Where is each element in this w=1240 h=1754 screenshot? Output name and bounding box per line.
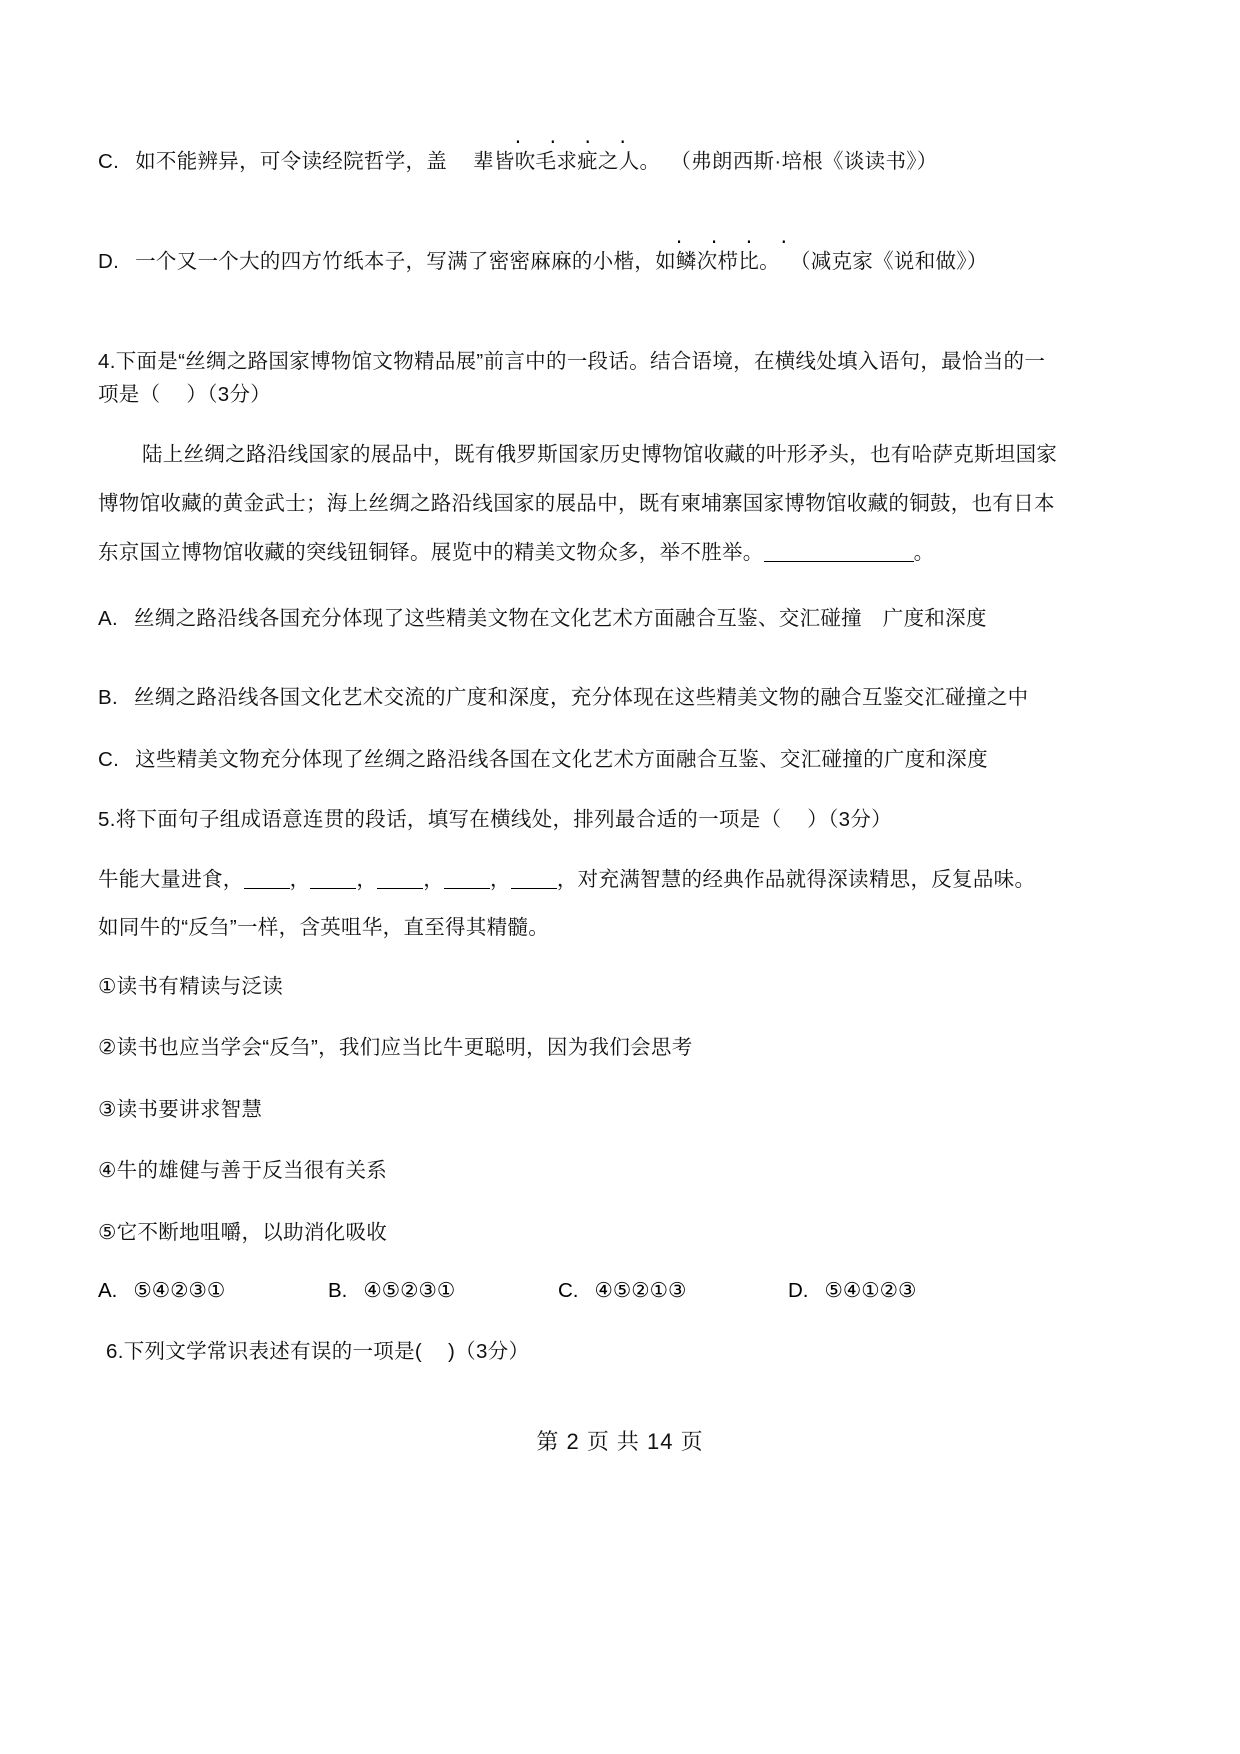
page-footer: 第 2 页 共 14 页: [536, 1429, 704, 1454]
question6-stem: [106, 1340, 529, 1365]
question5-answer-a-sequence: ⑤④②③①: [133, 1279, 226, 1302]
option-c-citation: （弗朗西斯·培根《谈读书》）: [670, 150, 938, 173]
question5-answer-c-sequence: ④⑤②①③: [594, 1279, 687, 1302]
order-blank-4[interactable]: [444, 888, 490, 889]
answer-blank[interactable]: [764, 561, 914, 562]
question5-answer-a-label: A.: [98, 1279, 118, 1302]
question5-answer-b-label: B.: [328, 1279, 348, 1302]
question5-stem-b: ）（3分）: [807, 808, 892, 831]
question5-passage-line1: 牛能大量进食， ， ， ， ， ，对充满智慧的经典作品就得深读精思，反复品味。: [98, 868, 1036, 891]
question4-option-a-label: A.: [98, 607, 118, 630]
question3-option-c: [98, 132, 938, 175]
question4-option-c-text: 这些精美文物充分体现了丝绸之路沿线各国在文化艺术方面融合互鉴、交汇碰撞的广度和深度: [135, 748, 988, 771]
question5-passage-end: ，对充满智慧的经典作品就得深读精思，反复品味。: [556, 868, 1036, 891]
order-blank-5[interactable]: [511, 888, 557, 889]
question4-stem-line2-a: 项是（: [98, 383, 161, 406]
option-d-text-before: 一个又一个大的四方竹纸本子，写满了密密麻麻的小楷，如: [135, 250, 676, 273]
emphasis-dots-icon: ‧ ‧ ‧ ‧: [514, 132, 638, 154]
question4-option-c[interactable]: [98, 748, 988, 773]
passage-line3-before: 东京国立博物馆收藏的突线钮铜铎。展览中的精美文物众多，举不胜举。: [98, 541, 764, 564]
question5-passage-line2: 如同牛的“反刍”一样，含英咀华，直至得其精髓。: [98, 916, 550, 939]
option-d-text-after: 。: [759, 250, 780, 273]
question5-answer-b-sequence: ④⑤②③①: [363, 1279, 456, 1302]
question4-passage-line2: 博物馆收藏的黄金武士；海上丝绸之路沿线国家的展品中，既有柬埔寨国家博物馆收藏的铜鼓，也有日本: [98, 492, 1055, 515]
passage-line1-text: 陆上丝绸之路沿线国家的展品中，既有俄罗斯国家历史博物馆收藏的叶形矛头，也有哈萨克斯坦国家: [142, 443, 1058, 466]
option-c-text-before: 如不能辨异，可令读经院哲学，盖: [135, 150, 448, 173]
question5-item-2: ②读书也应当学会“反刍”，我们应当比牛更聪明，因为我们会思考: [98, 1036, 693, 1059]
order-blank-1[interactable]: [244, 888, 290, 889]
question4-stem-line2: [98, 383, 271, 408]
question3-option-d: [98, 232, 988, 275]
question5-answer-d-sequence: ⑤④①②③: [824, 1279, 917, 1302]
question4-option-b-label: B.: [98, 686, 118, 709]
option-c-text-mid: 辈皆: [473, 150, 515, 173]
question5-answer-c[interactable]: [558, 1278, 788, 1303]
question6-stem-b: )（3分）: [448, 1340, 530, 1363]
option-d-label: D.: [98, 250, 120, 273]
question5-answer-row: [98, 1278, 1018, 1303]
emphasis-group-lincizhibi: [675, 232, 799, 275]
question5-answer-a[interactable]: [98, 1278, 328, 1303]
question5-stem-a: 5.将下面句子组成语意连贯的段话，填写在横线处，排列最合适的一项是（: [98, 808, 782, 831]
option-d-emphasized: 鳞次栉比: [675, 250, 760, 273]
question4-option-b[interactable]: [98, 686, 1028, 711]
question4-stem-line2-b: ）（3分）: [186, 383, 272, 406]
question4-option-a[interactable]: [98, 607, 987, 632]
question5-item-3: ③读书要讲求智慧: [98, 1098, 263, 1121]
question5-answer-d-label: D.: [788, 1279, 809, 1302]
question5-item-5: ⑤它不断地咀嚼，以助消化吸收: [98, 1221, 388, 1244]
question5-passage-start: 牛能大量进食，: [98, 868, 244, 891]
question4-option-a-text: 丝绸之路沿线各国充分体现了这些精美文物在文化艺术方面融合互鉴、交汇碰撞 广度和深度: [133, 607, 987, 630]
option-c-emphasized: 吹毛求疵: [514, 150, 598, 173]
question4-stem-line1: 4.下面是“丝绸之路国家博物馆文物精品展”前言中的一段话。结合语境，在横线处填入语句，最恰当的一: [98, 350, 1046, 373]
question5-stem: [98, 808, 892, 833]
order-blank-2[interactable]: [310, 888, 356, 889]
question5-item-4: ④牛的雄健与善于反当很有关系: [98, 1159, 388, 1182]
emphasis-dots-icon: ‧ ‧ ‧ ‧: [675, 232, 799, 254]
question5-answer-c-label: C.: [558, 1279, 579, 1302]
question5-answer-b[interactable]: [328, 1278, 558, 1303]
order-blank-3[interactable]: [377, 888, 423, 889]
question5-answer-d[interactable]: [788, 1278, 916, 1303]
question4-passage-line1: [98, 443, 1057, 468]
option-c-label: C.: [98, 150, 120, 173]
option-c-text-after: 之人。: [597, 150, 661, 173]
question6-stem-a: 6.下列文学常识表述有误的一项是(: [106, 1340, 423, 1363]
question4-passage-line3: [98, 541, 934, 566]
question4-option-b-text: 丝绸之路沿线各国文化艺术交流的广度和深度，充分体现在这些精美文物的融合互鉴交汇碰撞之中: [133, 686, 1029, 709]
question5-item-1: ①读书有精读与泛读: [98, 975, 284, 998]
option-d-citation: （减克家《说和做》）: [789, 250, 988, 273]
passage-line3-after: 。: [913, 541, 935, 564]
question4-option-c-label: C.: [98, 748, 120, 771]
